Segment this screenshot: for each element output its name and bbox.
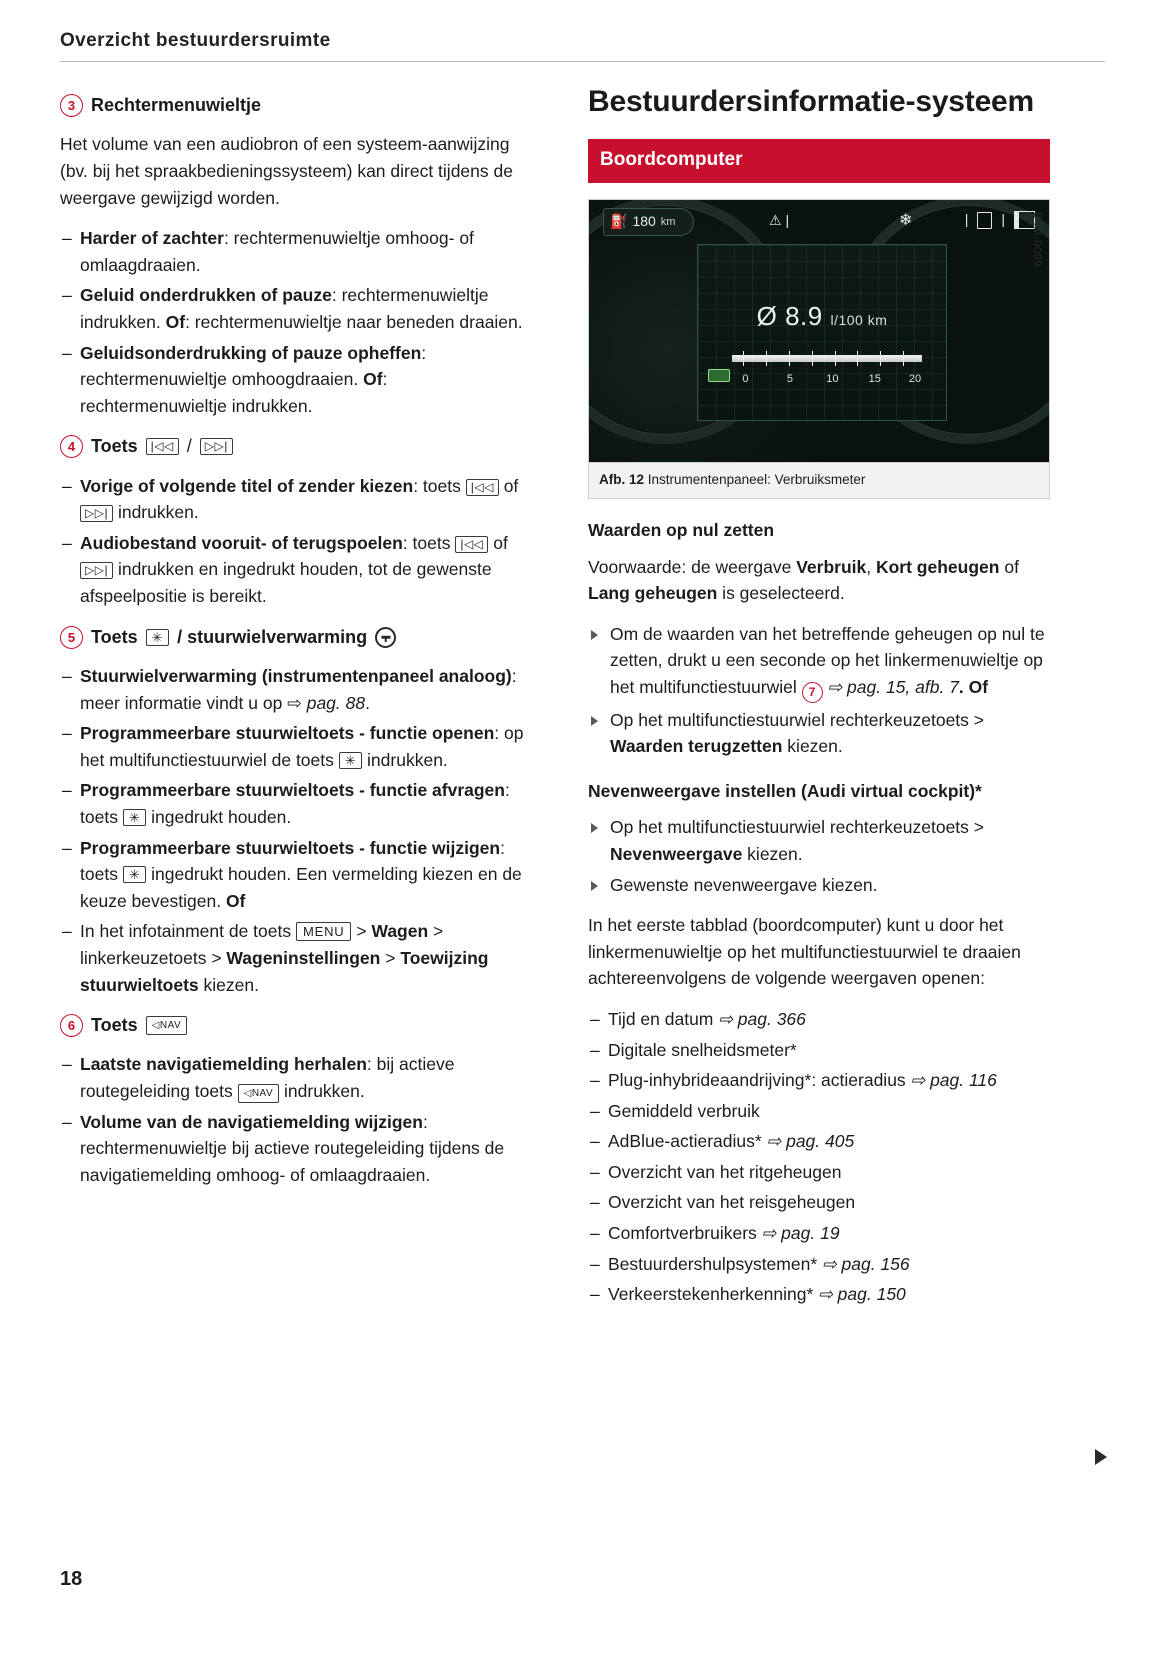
item-text: ingedrukt houden. Een vermelding kiezen en de keuze bevestigen. (80, 864, 522, 911)
scale-label: 20 (908, 373, 922, 386)
nevenweergave-instruction-list (588, 814, 1050, 898)
star-key-icon: ✳ (123, 866, 146, 883)
consumption-unit: l/100 km (830, 312, 888, 329)
section-number-4: 4 (60, 435, 83, 458)
section-3-title: Rechtermenuwieltje (91, 95, 262, 115)
list-item (60, 282, 530, 335)
section-number-3: 3 (60, 94, 83, 117)
scale-tick (903, 351, 904, 366)
list-item (60, 1051, 530, 1104)
section-4-list (60, 473, 530, 610)
item-term: Wagen (371, 921, 429, 942)
previous-track-key-icon: |◁◁ (455, 536, 488, 553)
item-text: indrukken. (284, 1081, 365, 1102)
item-term: Programmeerbare stuurwieltoets - functie afvragen (80, 780, 505, 801)
section-4-title: Toets (91, 436, 138, 457)
left-column (60, 84, 530, 1202)
figure-caption-text: Instrumentenpaneel: Verbruiksmeter (647, 472, 866, 488)
item-term: Programmeerbare stuurwieltoets - functie openen (80, 723, 495, 744)
item-text: of (493, 532, 508, 553)
next-track-key-icon: ▷▷| (200, 438, 233, 455)
section-5-list (60, 663, 530, 998)
section-3-heading (60, 92, 530, 119)
page-reference: ⇨ pag. 150 (818, 1284, 906, 1305)
phone-icon (977, 212, 992, 229)
page-header (60, 30, 1105, 62)
figure-image (589, 200, 1049, 462)
battery-icon (708, 369, 730, 382)
item-term: Geluid onderdrukken of pauze (80, 285, 332, 306)
term: Kort geheugen (875, 556, 1000, 577)
item-text: of (503, 475, 519, 496)
consumption-display (697, 244, 947, 421)
item-term: Stuurwielverwarming (instrumentenpaneel analoog) (80, 665, 512, 686)
scale-tick (835, 351, 836, 366)
key-separator: / (186, 436, 192, 457)
average-consumption (698, 297, 946, 337)
previous-track-key-icon: |◁◁ (146, 438, 179, 455)
item-text: kiezen. (198, 974, 259, 995)
scale-tick (789, 351, 790, 366)
item-term: Geluidsonderdrukking of pauze opheffen (80, 342, 422, 363)
range-indicator (603, 208, 694, 235)
item-term: Harder of zachter (80, 228, 224, 249)
page-reference: ⇨ pag. 19 (761, 1223, 840, 1244)
item-text: Verkeerstekenherkenning* (608, 1284, 819, 1305)
page-reference: ⇨ pag. 116 (910, 1070, 997, 1091)
list-item (588, 1098, 1050, 1125)
star-key-icon: ✳ (123, 809, 146, 826)
list-item (588, 1220, 1050, 1247)
item-text: In het infotainment de toets (80, 921, 292, 942)
scale-label: 0 (742, 373, 749, 386)
list-item (60, 777, 530, 830)
item-text: indrukken en ingedrukt houden, tot de gewenste afspeelpositie is bereikt. (80, 559, 492, 607)
item-term: Volume van de navigatiemelding wijzigen (80, 1111, 423, 1132)
list-item (60, 918, 530, 998)
star-key-icon: ✳ (146, 629, 169, 646)
navigation-key-icon: ◁NAV (238, 1084, 280, 1103)
item-text: > (380, 947, 401, 968)
next-track-key-icon: ▷▷| (80, 562, 113, 579)
scale-label: 5 (786, 373, 794, 386)
list-item (588, 1159, 1050, 1186)
list-item (60, 530, 530, 610)
item-text: Om de waarden van het betreffende geheugen op nul te zetten, drukt u een seconde op het linkermenuwieltje op het multifunctiestuurwiel (610, 623, 1045, 697)
item-text: indrukken. (367, 749, 448, 770)
range-value: 180 (632, 213, 656, 230)
item-text: : toets (80, 780, 510, 827)
scale-tick (812, 351, 813, 366)
item-term: Of (225, 890, 246, 911)
item-text: Op het multifunctiestuurwiel rechterkeuzetoets > (610, 817, 985, 838)
item-text: Tijd en datum (608, 1008, 719, 1029)
menu-key-icon: MENU (296, 922, 351, 941)
item-text: Bestuurdershulpsystemen* (608, 1253, 822, 1274)
section-4-heading (60, 433, 530, 460)
paragraph-text: is geselecteerd. (717, 583, 845, 604)
item-text: Comfortverbruikers (608, 1223, 762, 1244)
item-term: Waarden terugzetten (610, 736, 783, 757)
item-text: Digitale snelheidsmeter* (608, 1039, 797, 1060)
section-banner-boordcomputer: Boordcomputer (588, 139, 1050, 184)
item-term: Of (363, 369, 383, 390)
item-term: Laatste navigatiemelding herhalen (80, 1054, 367, 1075)
scale-tick (743, 351, 744, 366)
callout-number-7: 7 (802, 682, 823, 703)
cluster-right-icons (965, 209, 1035, 230)
term: Verbruik (796, 556, 867, 577)
list-item (588, 1251, 1050, 1278)
weergaven-list (588, 1006, 1050, 1308)
scale-labels (720, 371, 932, 385)
page-reference: ⇨ pag. 405 (766, 1131, 855, 1152)
figure-label: Afb. 12 (599, 472, 645, 488)
precondition-paragraph (588, 554, 1050, 607)
bar-icon: | (964, 211, 969, 228)
item-text: ingedrukt houden. (151, 806, 292, 827)
page-reference: ⇨ pag. 15, afb. 7 (827, 676, 959, 697)
item-text: indrukken. (117, 502, 199, 523)
subheading-waarden-op-nul-zetten: Waarden op nul zetten (588, 519, 775, 540)
page-reference: pag. 88 (306, 692, 366, 713)
continuation-arrow-icon (1095, 1449, 1107, 1465)
list-item (60, 720, 530, 773)
list-item (60, 473, 530, 526)
instrument-cluster-illustration (589, 200, 1049, 462)
list-item (588, 1128, 1050, 1155)
item-text: Gemiddeld verbruik (608, 1100, 760, 1121)
chapter-title: Bestuurdersinformatie-systeem (588, 85, 1035, 118)
item-text: : toets (413, 475, 461, 496)
snowflake-icon: ❄ (899, 212, 913, 230)
figure-12 (588, 199, 1050, 499)
warning-triangle-icon: ⚠ | (769, 212, 790, 229)
item-text: : rechtermenuwieltje naar beneden draaien. (185, 311, 523, 332)
item-text: : bij actieve routegeleiding toets (80, 1054, 455, 1102)
list-item (588, 1006, 1050, 1033)
page-reference: ⇨ pag. 366 (718, 1008, 806, 1029)
item-term: Vorige of volgende titel of zender kiezen (80, 475, 414, 496)
item-text: Op het multifunctiestuurwiel rechterkeuzetoets > (610, 709, 985, 730)
item-text: AdBlue-actieradius* (608, 1131, 767, 1152)
section-3-intro: Het volume van een audiobron of een systeem-aanwijzing (bv. bij het spraakbedieningssysteem) kan direct tijdens de weergave gewijzigd worden. (60, 134, 513, 208)
item-term: Wageninstellingen (226, 947, 381, 968)
section-6-title: Toets (91, 1015, 138, 1036)
section-5-title-b: / stuurwielverwarming (177, 626, 368, 647)
paragraph-text: , (866, 556, 876, 577)
next-track-key-icon: ▷▷| (80, 505, 113, 522)
item-text: > linkerkeuzetoets > (80, 921, 444, 968)
list-item (588, 814, 1050, 867)
scale-bar (732, 355, 922, 362)
item-text: Plug-inhybrideaandrijving*: actieradius (608, 1070, 911, 1091)
right-column (588, 84, 1050, 1322)
list-item (588, 1067, 1050, 1094)
item-text: : toets (402, 532, 451, 553)
section-number-6: 6 (60, 1014, 83, 1037)
cluster-status-bar (599, 208, 1039, 234)
paragraph-text: of (999, 556, 1019, 577)
list-item (60, 835, 530, 915)
bar-icon: | (1001, 211, 1005, 228)
scale-tick (766, 351, 767, 366)
item-term: Nevenweergave (610, 843, 743, 864)
item-term: Programmeerbare stuurwieltoets - functie wijzigen (80, 837, 501, 858)
term: Lang geheugen (588, 583, 718, 604)
item-term: Audiobestand vooruit- of terugspoelen (80, 532, 403, 553)
list-item (588, 621, 1050, 703)
average-symbol: Ø (756, 301, 778, 332)
item-text: : rechtermenuwieltje indrukken. (80, 285, 489, 332)
paragraph-text: Voorwaarde: de weergave (588, 556, 797, 577)
item-text: : rechtermenuwieltje bij actieve routegeleiding tijdens de navigatiemelding omhoog- of omlaagdraaien. (80, 1111, 505, 1185)
list-item (60, 225, 530, 278)
list-item (588, 1037, 1050, 1064)
item-term: Toewijzing stuurwieltoets (80, 947, 489, 995)
section-3-list (60, 225, 530, 419)
tabblad-paragraph: In het eerste tabblad (boordcomputer) kunt u door het linkermenuwieltje op het multifunctiestuurwiel te draaien achtereenvolgens de volgende weergaven openen: (588, 915, 1021, 989)
section-6-list (60, 1051, 530, 1188)
item-term: Of (165, 311, 186, 332)
item-text: > (356, 921, 372, 942)
item-term: . Of (958, 676, 989, 697)
item-text: Overzicht van het ritgeheugen (608, 1161, 842, 1182)
item-text: . (365, 692, 370, 713)
item-text: kiezen. (782, 736, 843, 757)
list-item (60, 1109, 530, 1189)
previous-track-key-icon: |◁◁ (466, 479, 499, 496)
page-title: Overzicht bestuurdersruimte (60, 30, 331, 51)
item-text: : meer informatie vindt u op ⇨ (80, 665, 517, 713)
consumption-scale (732, 351, 922, 371)
list-item (60, 663, 530, 716)
scale-label: 15 (868, 373, 881, 386)
range-unit: km (660, 215, 676, 228)
list-item (60, 340, 530, 420)
item-text: Overzicht van het reisgeheugen (608, 1192, 856, 1213)
item-text: : rechtermenuwieltje omhoogdraaien. (80, 342, 427, 390)
list-item (588, 1189, 1050, 1216)
section-5-title-a: Toets (91, 626, 138, 647)
subheading-nevenweergave: Nevenweergave instellen (Audi virtual cockpit)* (588, 780, 982, 801)
item-text: Gewenste nevenweergave kiezen. (610, 874, 878, 895)
page-number: 18 (60, 1568, 83, 1590)
list-item (588, 872, 1050, 899)
section-5-heading (60, 624, 530, 651)
list-item (588, 1281, 1050, 1308)
section-6-heading (60, 1012, 530, 1039)
reset-instruction-list (588, 621, 1050, 760)
item-text: kiezen. (742, 843, 803, 864)
figure-code: B4M-0089 (1031, 212, 1043, 268)
scale-tick (880, 351, 881, 366)
header-divider (60, 61, 1105, 62)
item-text: : rechtermenuwieltje omhoog- of omlaagdraaien. (80, 228, 474, 275)
scale-tick (857, 351, 858, 366)
scale-label: 10 (826, 373, 839, 386)
fuel-pump-icon: ⛽ (610, 213, 628, 230)
consumption-value: 8.9 (785, 301, 823, 332)
steering-wheel-heating-icon (375, 627, 396, 648)
star-key-icon: ✳ (339, 752, 362, 769)
list-item (588, 707, 1050, 760)
figure-caption (589, 462, 1049, 498)
item-text: : op het multifunctiestuurwiel de toets (80, 723, 524, 770)
navigation-key-icon: ◁NAV (146, 1016, 188, 1035)
section-number-5: 5 (60, 626, 83, 649)
item-text: : toets (80, 837, 505, 885)
item-text: : rechtermenuwieltje indrukken. (80, 369, 388, 416)
page-reference: ⇨ pag. 156 (822, 1253, 910, 1274)
